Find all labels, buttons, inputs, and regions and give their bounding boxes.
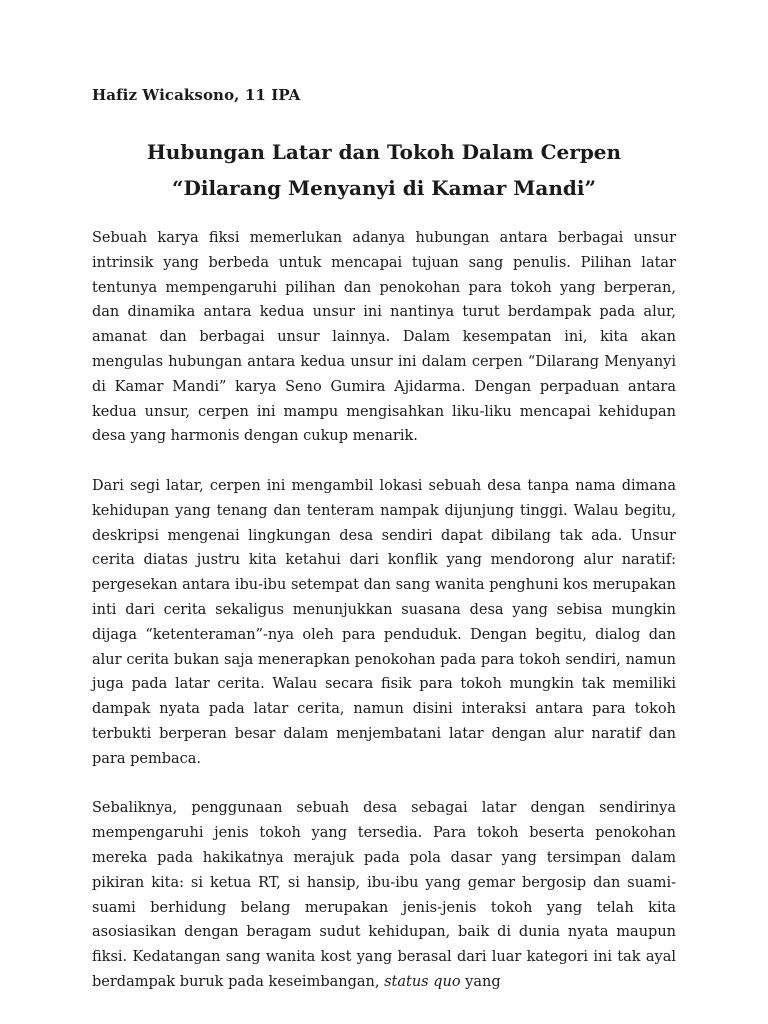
paragraph-intro: Sebuah karya fiksi memerlukan adanya hubungan antara berbagai unsur intrinsik yang berbeda untuk mencapai tujuan sang penulis. Pilihan latar tentunya mempengaruhi pilihan dan penokohan para tokoh yang berperan, dan dinamika antara kedua unsur ini nantinya turut berdampak pada alur, amanat dan berbagai unsur lainnya. Dalam kesempatan ini, kita akan mengulas hubungan antara kedua unsur ini dalam cerpen “Dilarang Menyanyi di Kamar Mandi” karya Seno Gumira Ajidarma. Dengan perpaduan antara kedua unsur, cerpen ini mampu mengisahkan liku-liku mencapai kehidupan desa yang harmonis dengan cukup menarik. <box>92 230 676 445</box>
document-body <box>92 226 676 995</box>
author-line: Hafiz Wicaksono, 11 IPA <box>92 86 301 104</box>
paragraph-characters <box>92 796 676 994</box>
paragraph-text-end: yang <box>460 973 501 990</box>
paragraph-text: Sebaliknya, penggunaan sebuah desa sebagai latar dengan sendirinya mempengaruhi jenis tokoh yang tersedia. Para tokoh beserta penokohan mereka pada hakikatnya merajuk pada pola dasar yang tersimpan dalam pikiran kita: si ketua RT, si hansip, ibu-ibu yang gemar bergosip dan suami-suami berhidung belang merupakan jenis-jenis tokoh yang telah kita asosiasikan dengan beragam sudut kehidupan, baik di dunia nyata maupun fiksi. Kedatangan sang wanita kost yang berasal dari luar kategori ini tak ayal berdampak buruk pada keseimbangan, <box>92 800 676 990</box>
paragraph-setting: Dari segi latar, cerpen ini mengambil lokasi sebuah desa tanpa nama dimana kehidupan yang tenang dan tenteram nampak dijunjung tinggi. Walau begitu, deskripsi mengenai lingkungan desa sendiri dapat dibilang tak ada. Unsur cerita diatas justru kita ketahui dari konflik yang mendorong alur naratif: pergesekan antara ibu-ibu setempat dan sang wanita penghuni kos merupakan inti dari cerita sekaligus menunjukkan suasana desa yang sebisa mungkin dijaga “ketenteraman”-nya oleh para penduduk. Dengan begitu, dialog dan alur cerita bukan saja menerapkan penokohan pada para tokoh sendiri, namun juga pada latar cerita. Walau secara fisik para tokoh mungkin tak memiliki dampak nyata pada latar cerita, namun disini interaksi antara para tokoh terbukti berperan besar dalam menjembatani latar dengan alur naratif dan para pembaca. <box>92 477 676 767</box>
emphasis-text: status quo <box>384 973 461 990</box>
document-title: Hubungan Latar dan Tokoh Dalam Cerpen “Dilarang Menyanyi di Kamar Mandi” <box>146 140 622 200</box>
